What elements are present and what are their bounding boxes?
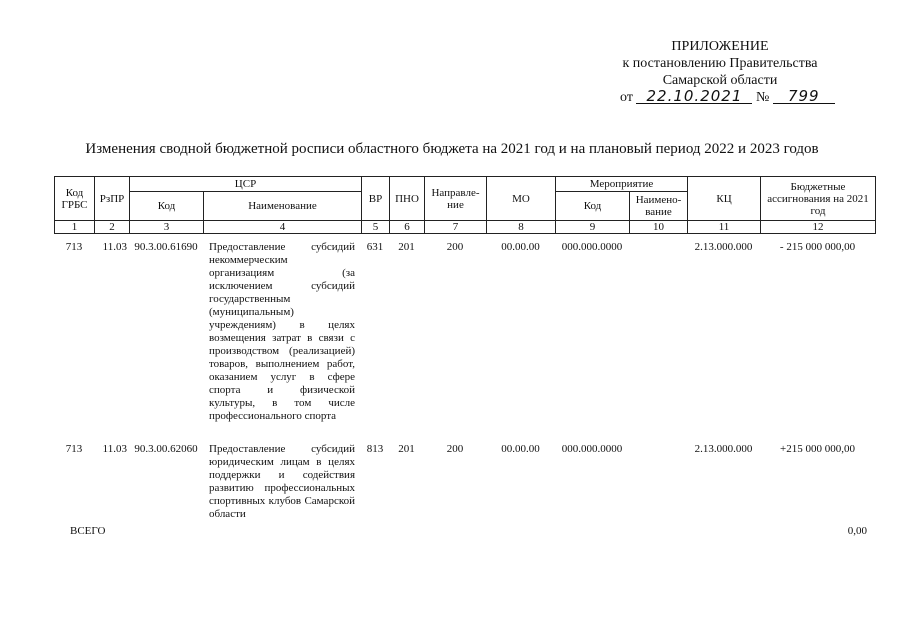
col-number: 3 (130, 221, 204, 234)
cell-mo: 00.00.00 (501, 443, 540, 455)
col-number: 9 (556, 221, 630, 234)
cell-kc: 2.13.000.000 (694, 241, 753, 253)
header-vr: ВР (362, 177, 390, 221)
cell-mo: 00.00.00 (501, 241, 540, 253)
col-number: 5 (362, 221, 390, 234)
cell-rzpr: 11.03 (102, 241, 127, 253)
annex-line-3: Самарской области (662, 73, 778, 88)
cell-vr: 813 (366, 443, 384, 455)
header-meropriyatie: Мероприятие (556, 177, 688, 192)
header-kod-grbs: Код ГРБС (55, 177, 95, 221)
annex-line-2: к постановлению Правительства (622, 56, 818, 71)
col-number: 12 (761, 221, 876, 234)
annex-heading: ПРИЛОЖЕНИЕ (671, 39, 769, 54)
col-number: 1 (55, 221, 95, 234)
header-napravlenie: Направле-ние (425, 177, 487, 221)
header-csr-kod: Код (130, 192, 204, 221)
handwritten-date: 22.10.2021 (636, 89, 752, 104)
header-rzpr: РзПР (95, 177, 130, 221)
cell-csr-kod: 90.3.00.62060 (134, 443, 198, 455)
total-label: ВСЕГО (70, 525, 106, 537)
header-csr-name: Наименование (204, 192, 362, 221)
cell-pno: 201 (398, 443, 415, 455)
cell-mer-kod: 000.000.0000 (561, 443, 623, 455)
col-number: 6 (390, 221, 425, 234)
col-number: 7 (425, 221, 487, 234)
column-number-row (55, 221, 876, 234)
cell-csr-kod: 90.3.00.61690 (134, 241, 198, 253)
cell-name: Предоставление субсидий юридическим лицам в целях поддержки и содействия развитию профессиональных спортивных клубов Самарской области (209, 443, 355, 520)
table-row (54, 441, 875, 521)
table-header (54, 176, 876, 234)
cell-grbs: 713 (65, 443, 83, 455)
header-budget: Бюджетные ассигнования на 2021 год (761, 177, 876, 221)
header-csr: ЦСР (130, 177, 362, 192)
annex-signature-line (600, 89, 840, 106)
table-body (54, 239, 875, 521)
row-spacer (54, 423, 875, 441)
handwritten-number: 799 (773, 89, 835, 104)
cell-name: Предоставление субсидий некоммерческим организациям (за исключением субсидий государственным (муниципальным) учреждениям) в целях возмещения затрат в связи с производством (реализацией) товаров, выполнением работ, оказанием услуг в сфере спорта и физической культуры, в том числе профессионального спорта (209, 241, 355, 422)
number-label: № (755, 90, 770, 105)
cell-mer-kod: 000.000.0000 (561, 241, 623, 253)
cell-vr: 631 (366, 241, 384, 253)
table-row (54, 239, 875, 423)
cell-napr: 200 (446, 241, 464, 253)
col-number: 2 (95, 221, 130, 234)
col-number: 4 (204, 221, 362, 234)
header-pno: ПНО (390, 177, 425, 221)
header-kc: КЦ (688, 177, 761, 221)
cell-kc: 2.13.000.000 (694, 443, 753, 455)
col-number: 10 (630, 221, 688, 234)
cell-mer-name (629, 441, 687, 521)
cell-rzpr: 11.03 (102, 443, 127, 455)
cell-amount: - 215 000 000,00 (779, 241, 856, 253)
cell-napr: 200 (446, 443, 464, 455)
total-value: 0,00 (847, 525, 867, 537)
header-mer-kod: Код (556, 192, 630, 221)
header-mer-name: Наимено-вание (630, 192, 688, 221)
from-label: от (620, 90, 633, 105)
cell-mer-name (629, 239, 687, 423)
cell-amount: +215 000 000,00 (780, 443, 855, 455)
col-number: 8 (487, 221, 556, 234)
col-number: 11 (688, 221, 761, 234)
header-mo: МО (487, 177, 556, 221)
annex-block (600, 38, 840, 106)
document-title: Изменения сводной бюджетной росписи областного бюджета на 2021 год и на плановый период 2022 и 2023 годов (85, 141, 819, 157)
cell-grbs: 713 (65, 241, 83, 253)
cell-pno: 201 (398, 241, 415, 253)
